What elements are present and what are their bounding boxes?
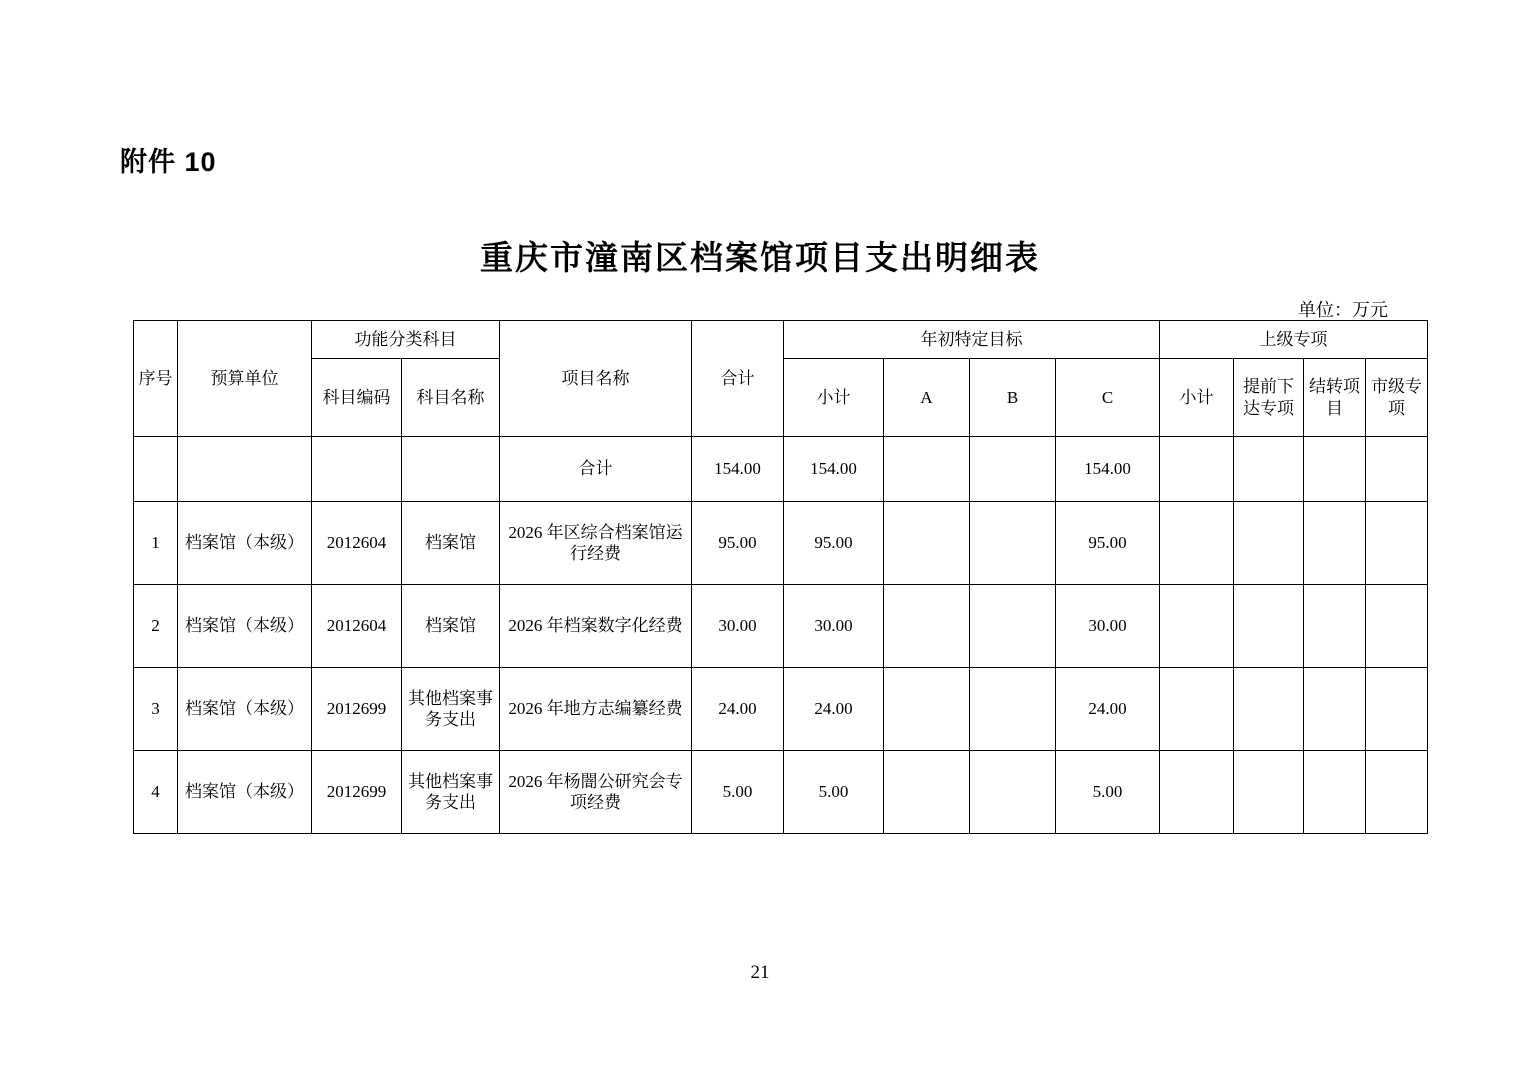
row-a — [884, 668, 970, 751]
unit-note: 单位：万元 — [1298, 300, 1388, 320]
table-row — [134, 751, 1428, 834]
row-subject-code: 2012699 — [312, 668, 402, 751]
total-row-subject-name — [402, 437, 500, 502]
header-c: C — [1056, 359, 1160, 437]
attachment-label: 附件 10 — [120, 147, 217, 177]
row-seq: 3 — [134, 668, 178, 751]
header-subtotal: 小计 — [784, 359, 884, 437]
row-city-special — [1366, 751, 1428, 834]
row-a — [884, 751, 970, 834]
row-budget-unit: 档案馆（本级） — [178, 668, 312, 751]
header-seq: 序号 — [134, 321, 178, 437]
row-advance-issued — [1234, 751, 1304, 834]
header-total: 合计 — [692, 321, 784, 437]
row-seq: 2 — [134, 585, 178, 668]
total-row-subject-code — [312, 437, 402, 502]
total-row-seq — [134, 437, 178, 502]
row-project-name: 2026 年杨闇公研究会专项经费 — [500, 751, 692, 834]
row-carryover-project — [1304, 751, 1366, 834]
row-sub-subtotal — [1160, 751, 1234, 834]
header-function-category: 功能分类科目 — [312, 321, 500, 359]
project-expenditure-table — [133, 320, 1428, 834]
row-seq: 1 — [134, 502, 178, 585]
row-subtotal: 30.00 — [784, 585, 884, 668]
row-project-name: 2026 年区综合档案馆运行经费 — [500, 502, 692, 585]
row-city-special — [1366, 585, 1428, 668]
total-row-total: 154.00 — [692, 437, 784, 502]
header-carryover-project: 结转项目 — [1304, 359, 1366, 437]
row-subtotal: 5.00 — [784, 751, 884, 834]
row-budget-unit: 档案馆（本级） — [178, 751, 312, 834]
row-advance-issued — [1234, 668, 1304, 751]
row-city-special — [1366, 502, 1428, 585]
row-subject-name: 其他档案事务支出 — [402, 668, 500, 751]
row-sub-subtotal — [1160, 668, 1234, 751]
row-carryover-project — [1304, 585, 1366, 668]
row-c: 30.00 — [1056, 585, 1160, 668]
table-row — [134, 585, 1428, 668]
row-budget-unit: 档案馆（本级） — [178, 502, 312, 585]
header-budget-unit: 预算单位 — [178, 321, 312, 437]
header-superior-special: 上级专项 — [1160, 321, 1428, 359]
row-budget-unit: 档案馆（本级） — [178, 585, 312, 668]
row-b — [970, 502, 1056, 585]
row-b — [970, 585, 1056, 668]
row-seq: 4 — [134, 751, 178, 834]
page-number: 21 — [750, 962, 770, 983]
row-advance-issued — [1234, 502, 1304, 585]
row-subject-code: 2012604 — [312, 502, 402, 585]
row-b — [970, 668, 1056, 751]
row-subtotal: 24.00 — [784, 668, 884, 751]
total-row-a — [884, 437, 970, 502]
row-c: 5.00 — [1056, 751, 1160, 834]
total-row-city-special — [1366, 437, 1428, 502]
total-row-b — [970, 437, 1056, 502]
total-row-advance-issued — [1234, 437, 1304, 502]
total-row-budget-unit — [178, 437, 312, 502]
row-carryover-project — [1304, 502, 1366, 585]
row-advance-issued — [1234, 585, 1304, 668]
total-row-carryover-project — [1304, 437, 1366, 502]
header-sub-subtotal: 小计 — [1160, 359, 1234, 437]
row-subject-name: 其他档案事务支出 — [402, 751, 500, 834]
row-subject-name: 档案馆 — [402, 502, 500, 585]
table-row — [134, 502, 1428, 585]
total-row-c: 154.00 — [1056, 437, 1160, 502]
header-subject-code: 科目编码 — [312, 359, 402, 437]
row-project-name: 2026 年地方志编纂经费 — [500, 668, 692, 751]
row-subtotal: 95.00 — [784, 502, 884, 585]
row-sub-subtotal — [1160, 502, 1234, 585]
row-carryover-project — [1304, 668, 1366, 751]
row-b — [970, 751, 1056, 834]
header-a: A — [884, 359, 970, 437]
table-row-total — [134, 437, 1428, 502]
row-subject-code: 2012604 — [312, 585, 402, 668]
page-title: 重庆市潼南区档案馆项目支出明细表 — [480, 239, 1040, 276]
row-a — [884, 585, 970, 668]
row-city-special — [1366, 668, 1428, 751]
table-header-row-1 — [134, 321, 1428, 359]
row-c: 24.00 — [1056, 668, 1160, 751]
header-b: B — [970, 359, 1056, 437]
row-total: 30.00 — [692, 585, 784, 668]
row-project-name: 2026 年档案数字化经费 — [500, 585, 692, 668]
table-row — [134, 668, 1428, 751]
row-c: 95.00 — [1056, 502, 1160, 585]
row-subject-code: 2012699 — [312, 751, 402, 834]
row-total: 5.00 — [692, 751, 784, 834]
row-a — [884, 502, 970, 585]
total-row-label: 合计 — [500, 437, 692, 502]
total-row-subtotal: 154.00 — [784, 437, 884, 502]
total-row-sub-subtotal — [1160, 437, 1234, 502]
row-sub-subtotal — [1160, 585, 1234, 668]
header-year-start-target: 年初特定目标 — [784, 321, 1160, 359]
row-total: 95.00 — [692, 502, 784, 585]
header-city-special: 市级专项 — [1366, 359, 1428, 437]
header-project-name: 项目名称 — [500, 321, 692, 437]
row-subject-name: 档案馆 — [402, 585, 500, 668]
header-subject-name: 科目名称 — [402, 359, 500, 437]
row-total: 24.00 — [692, 668, 784, 751]
header-advance-issued: 提前下达专项 — [1234, 359, 1304, 437]
